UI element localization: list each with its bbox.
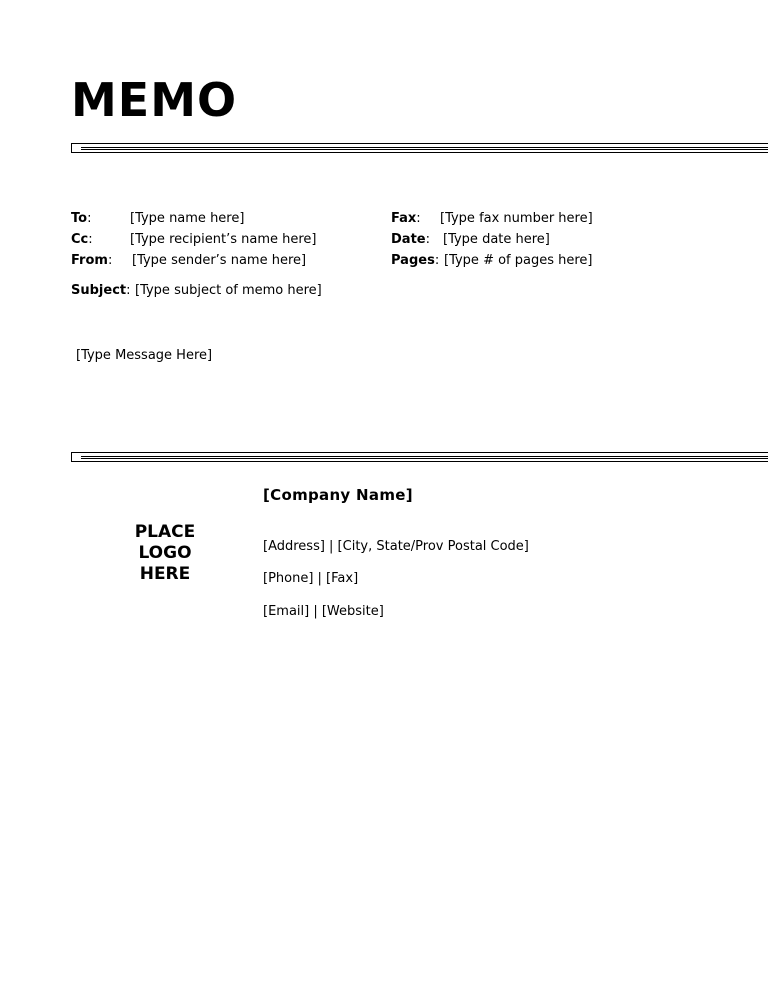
address-line[interactable]: [Address] | [City, State/Prov Postal Code] [263, 539, 529, 554]
date-value[interactable]: [Type date here] [443, 232, 550, 247]
email-website-line[interactable]: [Email] | [Website] [263, 604, 384, 619]
pages-field: Pages: [Type # of pages here] [391, 253, 593, 268]
pages-value[interactable]: [Type # of pages here] [444, 253, 593, 268]
memo-title: MEMO [71, 73, 238, 127]
from-value[interactable]: [Type sender’s name here] [132, 253, 307, 268]
message-body[interactable]: [Type Message Here] [76, 348, 213, 363]
to-value[interactable]: [Type name here] [130, 211, 245, 226]
cc-field: Cc: [Type recipient’s name here] [71, 232, 317, 247]
fax-label: Fax [391, 211, 417, 226]
phone-fax-line[interactable]: [Phone] | [Fax] [263, 571, 359, 586]
cc-value[interactable]: [Type recipient’s name here] [130, 232, 317, 247]
pages-label: Pages [391, 253, 435, 268]
from-field: From: [Type sender’s name here] [71, 253, 307, 268]
logo-line: HERE [139, 564, 191, 584]
fax-field: Fax: [Type fax number here] [391, 211, 593, 226]
fax-value[interactable]: [Type fax number here] [440, 211, 593, 226]
company-name[interactable]: [Company Name] [263, 486, 413, 504]
subject-value[interactable]: [Type subject of memo here] [135, 283, 322, 298]
to-field: To: [Type name here] [71, 211, 245, 226]
cc-label: Cc [71, 232, 89, 247]
logo-line: PLACE [134, 522, 196, 542]
subject-label: Subject [71, 283, 127, 298]
date-label: Date [391, 232, 426, 247]
top-divider [71, 143, 768, 155]
subject-field: Subject: [Type subject of memo here] [71, 283, 322, 298]
bottom-divider [71, 452, 768, 464]
to-label: To [71, 211, 88, 226]
from-label: From [71, 253, 108, 268]
logo-line: LOGO [138, 543, 192, 563]
date-field: Date: [Type date here] [391, 232, 550, 247]
logo-placeholder[interactable] [120, 522, 210, 585]
